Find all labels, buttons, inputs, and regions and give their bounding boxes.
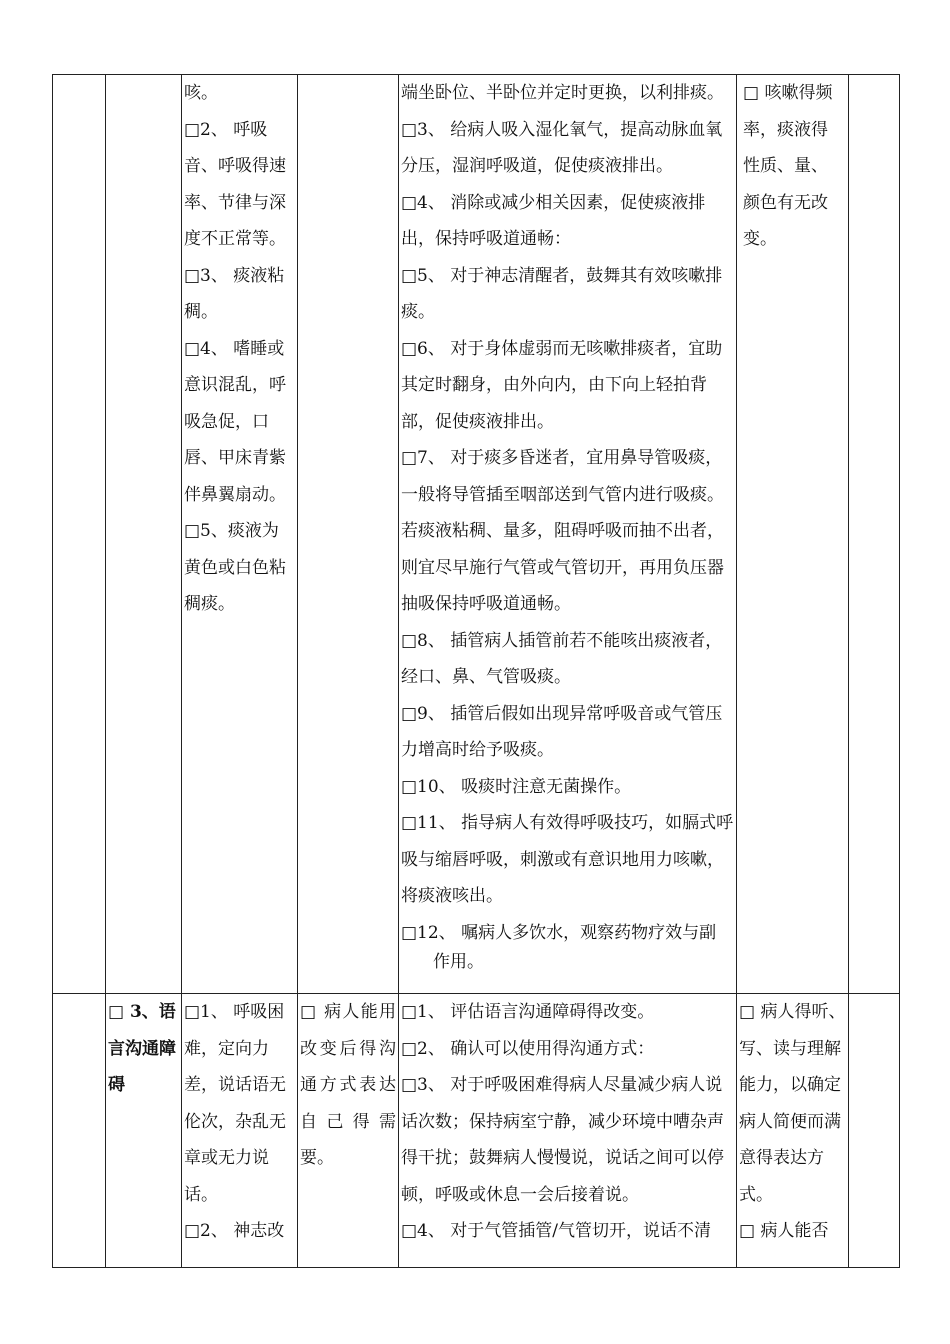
evaluation-item: □ 病人能否 (739, 1221, 829, 1241)
measure-item: □6、 对于身体虚弱而无咳嗽排痰者，宜助其定时翻身，由外向内，由下向上轻拍背部，促使痰液排出。 (401, 338, 723, 432)
measure-item: □12、 嘱病人多饮水，观察药物疗效与副 (401, 922, 717, 943)
cell-symptoms (182, 994, 298, 1268)
measure-item: □1、 评估语言沟通障碍得改变。 (401, 1002, 655, 1022)
cell-empty (53, 994, 106, 1268)
cell-evaluation (737, 75, 849, 994)
measure-item: □3、 给病人吸入湿化氧气，提高动脉血氧分压，湿润呼吸道，促使痰液排出。 (401, 119, 723, 176)
table-row (53, 75, 900, 994)
symptom-item: □1、 呼吸困难，定向力差，说话语无伦次，杂乱无章或无力说话。 (184, 1002, 286, 1205)
care-plan-table (52, 74, 900, 1268)
evaluation-item: □ 咳嗽得频率，痰液得性质、量、颜色有无改变。 (743, 83, 833, 249)
cell-signature (849, 75, 900, 994)
cell-measures (399, 75, 737, 994)
measure-item: □3、 对于呼吸困难得病人尽量减少病人说话次数；保持病室宁静，减少环境中嘈杂声得干扰；鼓舞病人慢慢说，说话之间可以停顿，呼吸或休息一会后接着说。 (401, 1075, 724, 1205)
symptom-item: □2、 神志改 (184, 1221, 285, 1241)
cell-measures (399, 994, 737, 1268)
symptom-item: □4、 嗜睡或意识混乱，呼吸急促，口唇、甲床青紫伴鼻翼扇动。 (184, 338, 286, 505)
measure-item: □2、 确认可以使用得沟通方式： (401, 1038, 655, 1059)
cell-diagnosis: □ 3、语言沟通障碍 (106, 994, 182, 1268)
measure-item: □7、 对于痰多昏迷者，宜用鼻导管吸痰，一般将导管插至咽部送到气管内进行吸痰。若痰液粘稠、量多，阻碍呼吸而抽不出者，则宜尽早施行气管或气管切开，再用负压器抽吸保持呼吸道通畅。 (401, 448, 724, 614)
cell-diagnosis (106, 75, 182, 994)
measure-item: 端坐卧位、半卧位并定时更换，以利排痰。 (401, 83, 724, 103)
table-row (53, 994, 900, 1268)
cell-goal: □ 病人能用改变后得沟通方式表达自己得需要。 (298, 994, 399, 1268)
cell-goal (298, 75, 399, 994)
cell-empty (53, 75, 106, 994)
symptom-item: □2、 呼吸音、呼吸得速率、节律与深度不正常等。 (184, 119, 286, 249)
measure-item-continuation: 作用。 (433, 952, 484, 972)
symptom-item: □5、痰液为黄色或白色粘稠痰。 (184, 521, 286, 614)
cell-evaluation (737, 994, 849, 1268)
measure-item: □4、 消除或减少相关因素，促使痰液排出，保持呼吸道通畅： (401, 192, 706, 249)
measure-item: □11、 指导病人有效得呼吸技巧，如膈式呼吸与缩唇呼吸，刺激或有意识地用力咳嗽，将痰液咳出。 (401, 813, 734, 906)
measure-item: □10、 吸痰时注意无菌操作。 (401, 776, 632, 797)
measure-item: □5、 对于神志清醒者，鼓舞其有效咳嗽排痰。 (401, 265, 723, 322)
cell-symptoms (182, 75, 298, 994)
evaluation-item: □ 病人得听、写、读与理解能力，以确定病人简便而满意得表达方式。 (739, 1002, 846, 1205)
cell-signature (849, 994, 900, 1268)
symptom-item: 咳。 (184, 83, 218, 103)
measure-item: □8、 插管病人插管前若不能咳出痰液者，经口、鼻、气管吸痰。 (401, 630, 723, 687)
measure-item: □4、 对于气管插管/气管切开，说话不清 (401, 1221, 712, 1241)
symptom-item: □3、 痰液粘稠。 (184, 265, 285, 322)
measure-item: □9、 插管后假如出现异常呼吸音或气管压力增高时给予吸痰。 (401, 703, 723, 760)
